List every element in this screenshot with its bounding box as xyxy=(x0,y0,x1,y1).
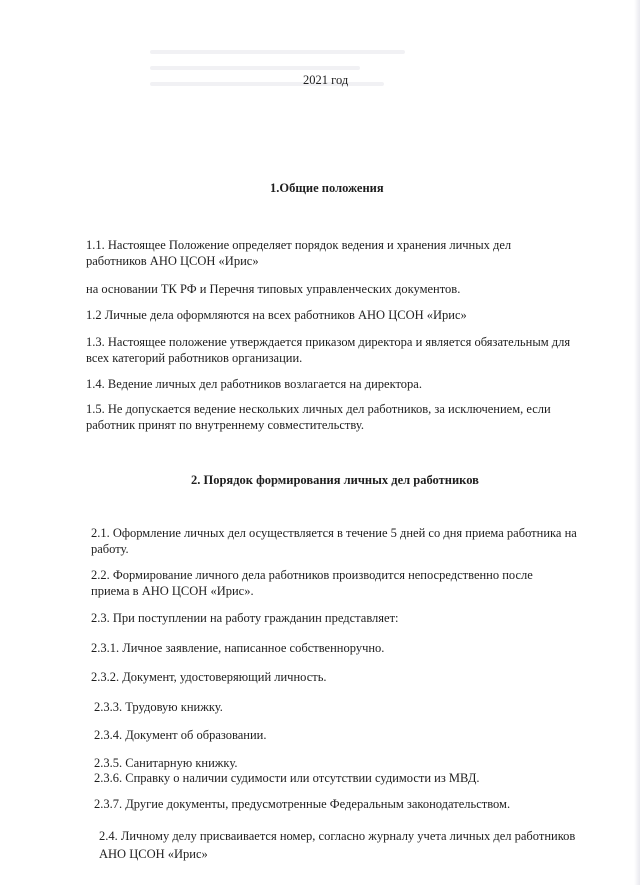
paragraph-1-5-line-1: 1.5. Не допускается ведение нескольких личных дел работников, за исключением, если xyxy=(86,402,551,416)
paragraph-2-3-2: 2.3.2. Документ, удостоверяющий личность. xyxy=(91,670,327,684)
bleed-through-text xyxy=(150,38,450,108)
paragraph-2-3-4: 2.3.4. Документ об образовании. xyxy=(94,728,267,742)
section-2-heading: 2. Порядок формирования личных дел работников xyxy=(191,473,479,487)
paragraph-2-3-6: 2.3.6. Справку о наличии судимости или отсутствии судимости из МВД. xyxy=(94,771,480,785)
section-1-heading: 1.Общие положения xyxy=(270,181,384,195)
paragraph-1-1-line-2: работников АНО ЦСОН «Ирис» xyxy=(86,254,259,268)
paragraph-2-3-1: 2.3.1. Личное заявление, написанное собственноручно. xyxy=(91,641,385,655)
paragraph-2-3: 2.3. При поступлении на работу гражданин представляет: xyxy=(91,611,399,625)
paragraph-1-1-line-1: 1.1. Настоящее Положение определяет порядок ведения и хранения личных дел xyxy=(86,238,512,252)
document-year: 2021 год xyxy=(303,73,349,87)
paragraph-1-3-line-2: всех категорий работников организации. xyxy=(86,351,303,365)
scan-edge-shadow xyxy=(634,0,640,885)
paragraph-2-1-line-2: работу. xyxy=(91,542,129,556)
paragraph-2-2-line-1: 2.2. Формирование личного дела работников производится непосредственно после xyxy=(91,568,533,582)
paragraph-1-1-continuation: на основании ТК РФ и Перечня типовых управленческих документов. xyxy=(86,282,461,296)
paragraph-1-2: 1.2 Личные дела оформляются на всех работников АНО ЦСОН «Ирис» xyxy=(86,308,467,322)
paragraph-2-3-5: 2.3.5. Санитарную книжку. xyxy=(94,756,238,770)
paragraph-2-3-7: 2.3.7. Другие документы, предусмотренные Федеральным законодательством. xyxy=(94,797,511,811)
paragraph-2-2-line-2: приема в АНО ЦСОН «Ирис». xyxy=(91,584,254,598)
paragraph-2-4-line-2: АНО ЦСОН «Ирис» xyxy=(99,847,208,861)
paragraph-1-3-line-1: 1.3. Настоящее положение утверждается приказом директора и является обязательным для xyxy=(86,335,571,349)
paragraph-2-4-line-1: 2.4. Личному делу присваивается номер, согласно журналу учета личных дел работников xyxy=(99,829,576,843)
paragraph-1-5-line-2: работник принят по внутреннему совместительству. xyxy=(86,418,364,432)
paragraph-2-3-3: 2.3.3. Трудовую книжку. xyxy=(94,700,223,714)
paragraph-2-1-line-1: 2.1. Оформление личных дел осуществляется в течение 5 дней со дня приема работника на xyxy=(91,526,577,540)
paragraph-1-4: 1.4. Ведение личных дел работников возлагается на директора. xyxy=(86,377,422,391)
